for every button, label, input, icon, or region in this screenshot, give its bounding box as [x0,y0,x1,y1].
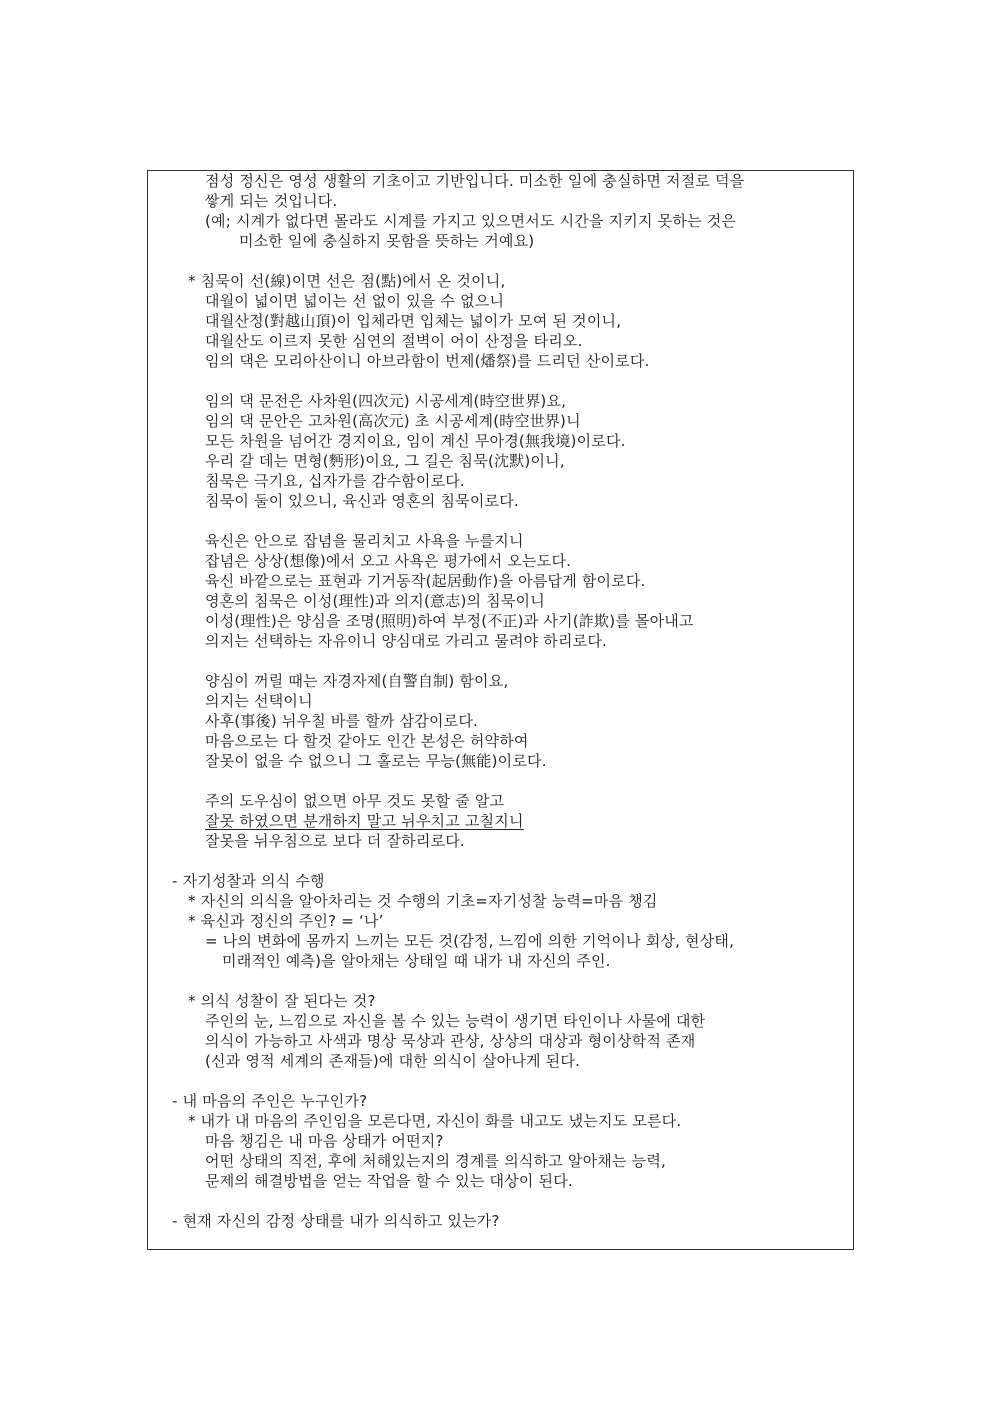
text-line: 주인의 눈, 느낌으로 자신을 볼 수 있는 능력이 생기면 타인이나 사물에 대한 [205,1012,706,1030]
text-line: 육신 바깥으로는 표현과 기거동작(起居動作)을 아름답게 함이로다. [205,572,646,590]
text-line: 미래적인 예측)을 알아채는 상태일 때 내가 내 자신의 주인. [222,952,611,970]
text-line: 사후(事後) 뉘우칠 바를 할까 삼감이로다. [205,712,479,730]
text-line: 임의 댁 문전은 사차원(四次元) 시공세계(時空世界)요, [205,392,567,410]
text-line: 양심이 꺼릴 때는 자경자제(自警自制) 함이요, [205,672,509,690]
text-line: 점성 정신은 영성 생활의 기초이고 기반입니다. 미소한 일에 충실하면 저절로 덕을 [205,172,745,190]
section-heading: - 내 마음의 주인은 누구인가? [172,1092,368,1110]
text-line: 육신은 안으로 잡념을 물리치고 사욕을 누를지니 [205,532,524,550]
text-line: 대월산정(對越山頂)이 입체라면 입체는 넓이가 모여 된 것이니, [205,312,622,330]
text-line: 마음으로는 다 할것 같아도 인간 본성은 허약하여 [205,732,529,750]
text-line: * 내가 내 마음의 주인임을 모른다면, 자신이 화를 내고도 냈는지도 모른다. [188,1112,682,1130]
text-line: 우리 갈 데는 면형(麪形)이요, 그 길은 침묵(沈默)이니, [205,452,565,470]
text-line: * 자신의 의식을 알아차리는 것 수행의 기초=자기성찰 능력=마음 챙김 [188,892,658,910]
text-line: 대월산도 이르지 못한 심연의 절벽이 어이 산정을 타리오. [205,332,583,350]
text-line: 대월이 넓이면 넓이는 선 없이 있을 수 없으니 [205,292,505,310]
text-line: 임의 댁은 모리아산이니 아브라함이 번제(燔祭)를 드리던 산이로다. [205,352,650,370]
text-line: 문제의 해결방법을 얻는 작업을 할 수 있는 대상이 된다. [205,1172,573,1190]
text-line: * 침묵이 선(線)이면 선은 점(點)에서 온 것이니, [188,272,506,290]
text-line: 잘못을 뉘우침으로 보다 더 잘하리로다. [205,832,465,850]
text-line: 모든 차원을 넘어간 경지이요, 임이 계신 무아경(無我境)이로다. [205,432,626,450]
text-line: 임의 댁 문안은 고차원(高次元) 초 시공세계(時空世界)니 [205,412,581,430]
text-line: 이성(理性)은 양심을 조명(照明)하여 부정(不正)과 사기(詐欺)를 몰아내고 [205,612,694,630]
text-line: 의지는 선택하는 자유이니 양심대로 가리고 물려야 하리로다. [205,632,608,650]
text-line: * 의식 성찰이 잘 된다는 것? [188,992,376,1010]
text-line: 영혼의 침묵은 이성(理性)과 의지(意志)의 침묵이니 [205,592,545,610]
text-line: 의지는 선택이니 [205,692,313,710]
section-heading: - 자기성찰과 의식 수행 [172,872,325,890]
text-line: 의식이 가능하고 사색과 명상 묵상과 관상, 상상의 대상과 형이상학적 존재 [205,1032,696,1050]
text-line: 미소한 일에 충실하지 못함을 뜻하는 거예요) [239,232,535,250]
text-line: 잘못이 없을 수 없으니 그 홀로는 무능(無能)이로다. [205,752,547,770]
text-line: 주의 도우심이 없으면 아무 것도 못할 줄 알고 [205,792,505,810]
text-line: (예; 시계가 없다면 몰라도 시계를 가지고 있으면서도 시간을 지키지 못하는 것은 [205,212,737,230]
text-line: (신과 영적 세계의 존재들)에 대한 의식이 살아나게 된다. [205,1052,581,1070]
text-line: = 나의 변화에 몸까지 느끼는 모든 것(감정, 느낌에 의한 기억이나 회상, 현상태, [205,932,735,950]
section-heading: - 현재 자신의 감정 상태를 내가 의식하고 있는가? [172,1212,500,1230]
text-line: 어떤 상태의 직전, 후에 처해있는지의 경계를 의식하고 알아채는 능력, [205,1152,667,1170]
text-line: 잡념은 상상(想像)에서 오고 사욕은 평가에서 오는도다. [205,552,572,570]
text-line: 마음 챙김은 내 마음 상태가 어떤지? [205,1132,444,1150]
underlined-text-line: 잘못 하였으면 분개하지 말고 뉘우치고 고칠지니 [205,812,524,830]
text-line: 침묵이 둘이 있으니, 육신과 영혼의 침묵이로다. [205,492,519,510]
text-line: 쌓게 되는 것입니다. [205,192,338,210]
text-line: 침묵은 극기요, 십자가를 감수함이로다. [205,472,465,490]
document-frame [147,170,854,1250]
text-line: * 육신과 정신의 주인? = ‘나’ [188,912,384,930]
